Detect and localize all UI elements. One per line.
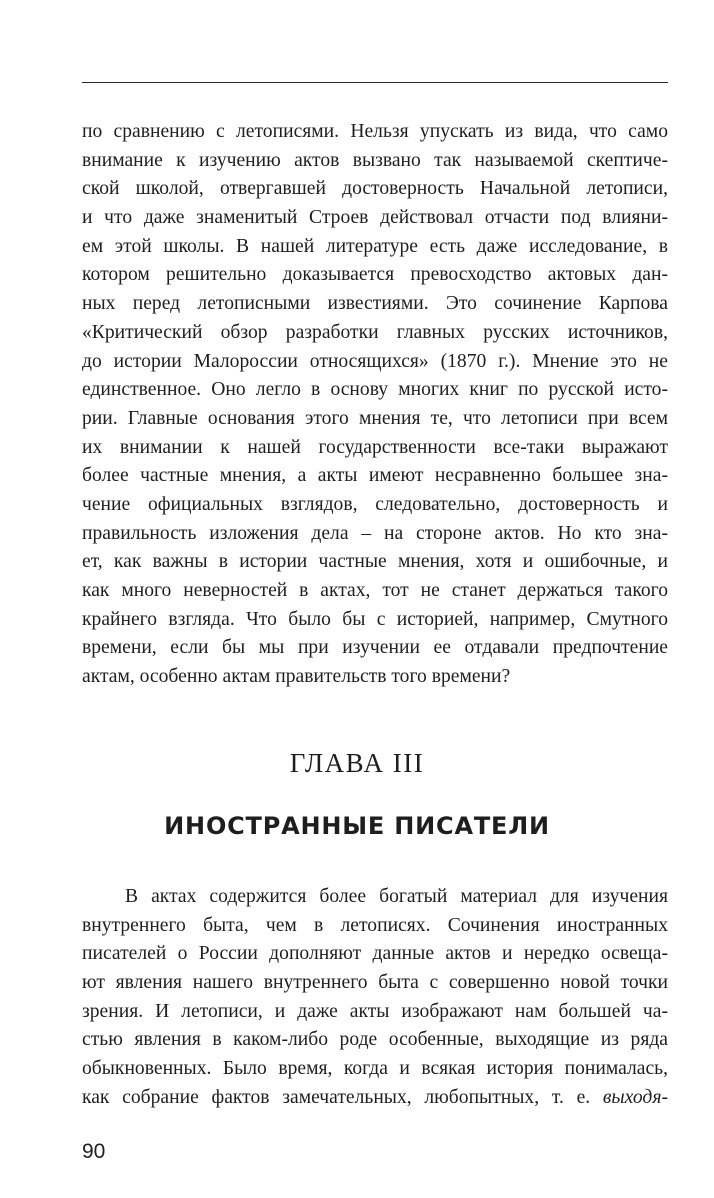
text-line-with-italic — [82, 1084, 668, 1113]
header-rule — [82, 82, 668, 83]
italic-word: выходя- — [602, 1086, 668, 1108]
chapter-title: ИНОСТРАННЫЕ ПИСАТЕЛИ — [164, 812, 550, 840]
text-line: стью явления в каком-либо роде особенные, выходящие из ряда — [82, 1029, 668, 1051]
text-line: обыкновенных. Было время, когда и всякая история понималась, — [82, 1058, 668, 1080]
text-line: актам, особенно актам правительств того времени? — [82, 666, 511, 688]
text-line: ем этой школы. В нашей литературе есть даже исследование, в — [82, 235, 668, 257]
text-line: до истории Малороссии относящихся» (1870 г.). Мнение это не — [82, 350, 668, 372]
text-line: ют явления нашего внутреннего быта с совершенно новой точки — [82, 972, 668, 994]
text-line: более частные мнения, а акты имеют несравненно большее зна- — [82, 465, 668, 487]
text-line: как собрание фактов замечательных, любопытных, т. е. — [82, 1086, 591, 1108]
text-line: котором решительно доказывается превосходство актовых дан- — [82, 264, 668, 286]
text-line: ных перед летописными известиями. Это сочинение Карпова — [82, 293, 668, 315]
text-line: писателей о России дополняют данные актов и нередко освеща- — [82, 943, 668, 965]
text-line: единственное. Оно легло в основу многих книг по русской исто- — [82, 379, 668, 401]
text-line: ской школой, отвергавшей достоверность Начальной летописи, — [82, 178, 668, 200]
text-line: правильность изложения дела – на стороне актов. Но кто зна- — [82, 522, 668, 544]
text-line: по сравнению с летописями. Нельзя упускать из вида, что само — [82, 121, 668, 142]
text-line: внутреннего быта, чем в летописях. Сочинения иностранных — [82, 914, 668, 936]
text-line: времени, если бы мы при изучении ее отдавали предпочтение — [82, 637, 668, 659]
text-line: «Критический обзор разработки главных русских источников, — [82, 321, 668, 343]
text-line: их внимании к нашей государственности все-таки выражают — [82, 436, 668, 458]
paragraph-foreign-writers — [82, 883, 668, 1113]
text-line: зрения. И летописи, и даже акты изображают нам большей ча- — [82, 1000, 668, 1022]
page-number: 90 — [82, 1140, 106, 1163]
chapter-number: ГЛАВА III — [289, 748, 425, 778]
text-line: и что даже знаменитый Строев действовал отчасти под влияни- — [82, 207, 668, 229]
paragraph-letopisi-vs-acts — [82, 118, 668, 692]
text-line: крайнего взгляда. Что было бы с историей, например, Смутного — [82, 608, 668, 630]
text-line: как много неверностей в актах, тот не станет держаться такого — [82, 580, 668, 601]
text-line: ет, как важны в истории частные мнения, хотя и ошибочные, и — [82, 551, 668, 573]
text-line: рии. Главные основания этого мнения те, что летописи при всем — [82, 407, 668, 429]
text-line: внимание к изучению актов вызвано так называемой скептиче- — [82, 149, 668, 171]
text-line: чение официальных взглядов, следовательно, достоверность и — [82, 493, 668, 515]
text-line: В актах содержится более богатый материал для изучения — [125, 886, 668, 907]
